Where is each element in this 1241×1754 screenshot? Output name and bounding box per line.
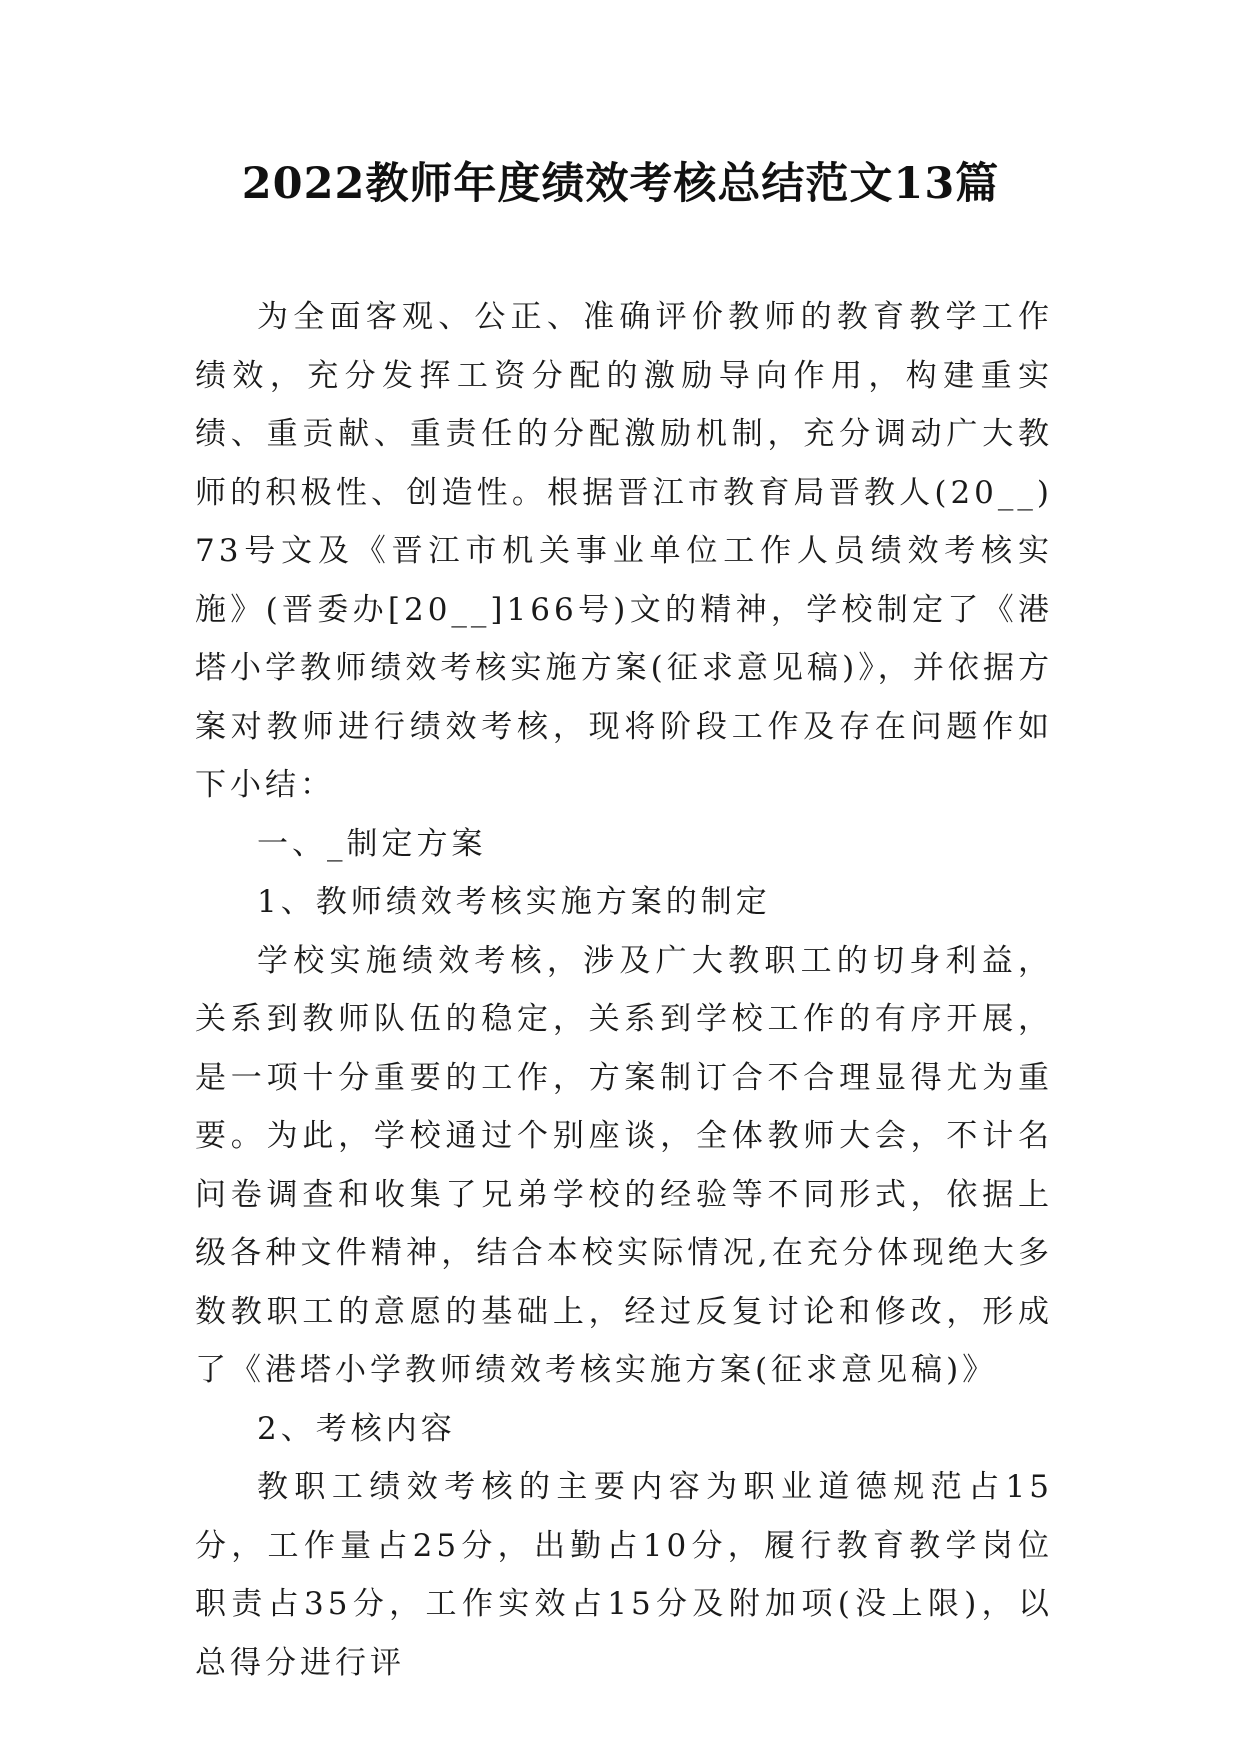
document-body [195,288,1053,1692]
section-heading-1: 一、_制定方案 [257,825,487,862]
document-title: 2022教师年度绩效考核总结范文13篇 [241,159,1000,209]
subsection-heading-1: 1、教师绩效考核实施方案的制定 [257,884,771,920]
body-paragraph-2: 教职工绩效考核的主要内容为职业道德规范占15分，工作量占25分，出勤占10分，履行教育教学岗位职责占35分，工作实效占15分及附加项(没上限)，以总得分进行评 [195,1469,1053,1681]
body-paragraph-1: 学校实施绩效考核，涉及广大教职工的切身利益，关系到教师队伍的稳定，关系到学校工作的有序开展，是一项十分重要的工作，方案制订合不合理显得尤为重要。为此，学校通过个别座谈，全体教师大会，不计名问卷调查和收集了兄弟学校的经验等不同形式，依据上级各种文件精神，结合本校实际情况,在充分体现绝大多数教职工的意愿的基础上，经过反复讨论和修改，形成了《港塔小学教师绩效考核实施方案(征求意见稿)》 [195,942,1053,1388]
intro-paragraph: 为全面客观、公正、准确评价教师的教育教学工作绩效，充分发挥工资分配的激励导向作用，构建重实绩、重贡献、重责任的分配激励机制，充分调动广大教师的积极性、创造性。根据晋江市教育局晋教人(20__)73号文及《晋江市机关事业单位工作人员绩效考核实施》(晋委办[20__]166号)文的精神，学校制定了《港塔小学教师绩效考核实施方案(征求意见稿)》，并依据方案对教师进行绩效考核，现将阶段工作及存在问题作如下小结： [195,299,1053,803]
subsection-heading-2: 2、考核内容 [257,1410,456,1447]
